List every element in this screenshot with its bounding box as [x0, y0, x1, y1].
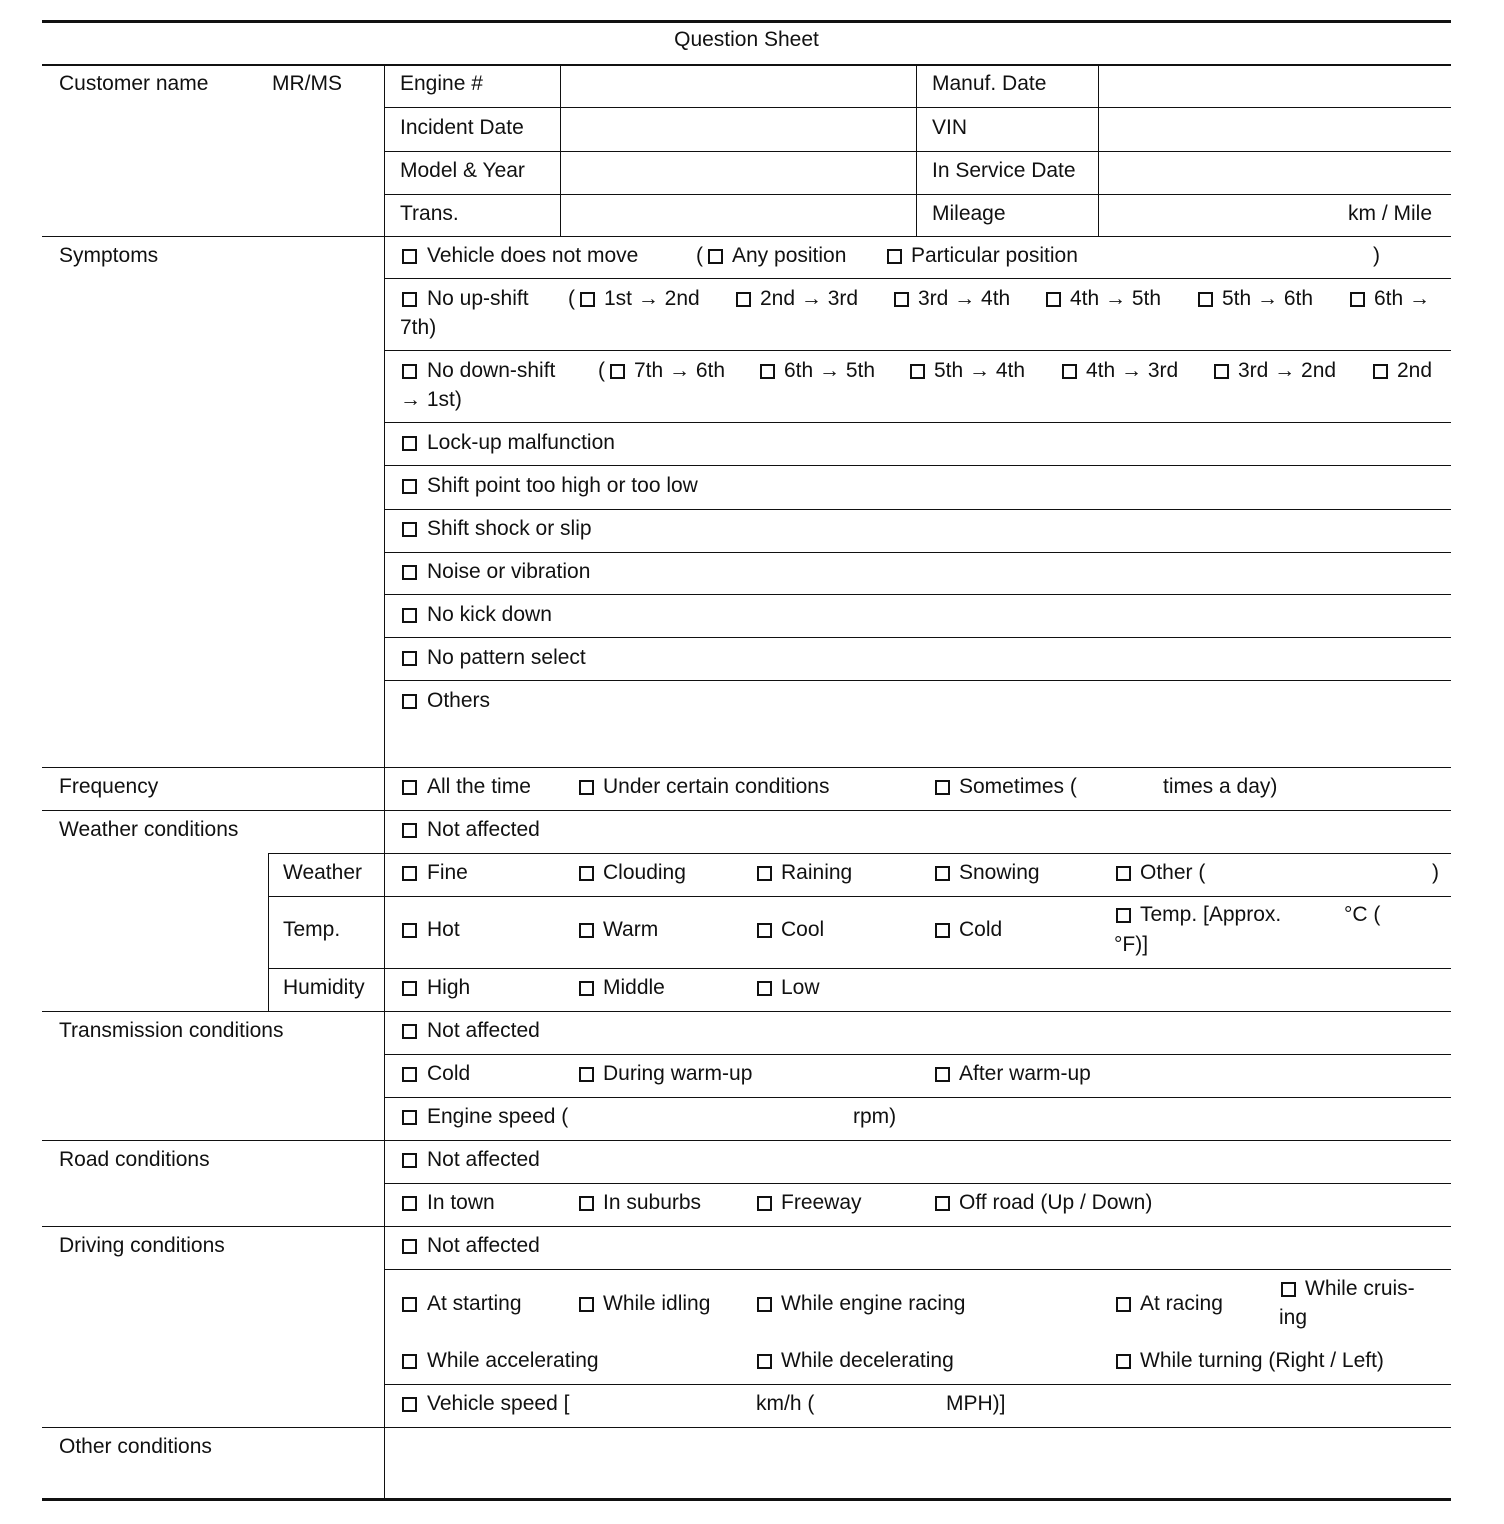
row-line: [384, 1054, 1451, 1055]
row-line: [268, 896, 1451, 897]
option-label: While turning (Right / Left): [1140, 1349, 1384, 1372]
humidity-sub-label: Humidity: [283, 976, 365, 999]
section-line: [42, 1140, 1451, 1141]
checkbox-others[interactable]: [402, 694, 417, 709]
option-label: Raining: [781, 861, 853, 884]
vin-label: VIN: [932, 116, 968, 139]
option-label: 2nd: [1397, 359, 1433, 382]
checkbox-downshift-2[interactable]: [760, 364, 775, 379]
temp-sub-label: Temp.: [283, 918, 341, 941]
option-label: No pattern select: [427, 646, 586, 669]
option-label: Not affected: [427, 1148, 540, 1171]
option-label: No kick down: [427, 603, 552, 626]
checkbox-trans-not-affected[interactable]: [402, 1024, 417, 1039]
option-label: Under certain conditions: [603, 775, 830, 798]
checkbox-upshift-5[interactable]: [1198, 292, 1213, 307]
option-label: ing: [1279, 1306, 1308, 1329]
question-sheet-form: [42, 20, 1451, 1503]
row-line: [384, 422, 1451, 423]
paren: (: [568, 287, 575, 310]
section-line: [42, 236, 1451, 237]
option-label: Fine: [427, 861, 468, 884]
paren: (: [598, 359, 605, 382]
option-label: During warm-up: [603, 1062, 753, 1085]
option-label: Shift point too high or too low: [427, 474, 698, 497]
option-label: Middle: [603, 976, 665, 999]
checkbox-clouding[interactable]: [579, 866, 594, 881]
option-label: 5th → 6th: [1222, 287, 1314, 310]
row-line: [384, 637, 1451, 638]
row-line: [384, 509, 1451, 510]
option-label: Sometimes (: [959, 775, 1077, 798]
checkbox-upshift-4[interactable]: [1046, 292, 1061, 307]
other-conditions-label: Other conditions: [59, 1435, 212, 1458]
row-line: [384, 107, 1451, 108]
option-label: While engine racing: [781, 1292, 966, 1315]
section-line: [42, 1427, 1451, 1428]
checkbox-accelerating[interactable]: [402, 1354, 417, 1369]
checkbox-upshift-3[interactable]: [894, 292, 909, 307]
checkbox-upshift-1[interactable]: [580, 292, 595, 307]
checkbox-sometimes[interactable]: [935, 780, 950, 795]
checkbox-engine-speed[interactable]: [402, 1110, 417, 1125]
option-label: MPH)]: [946, 1392, 1006, 1415]
row-line: [384, 350, 1451, 351]
option-label: 4th → 5th: [1070, 287, 1162, 310]
checkbox-upshift-6[interactable]: [1350, 292, 1365, 307]
option-label: While accelerating: [427, 1349, 599, 1372]
option-label: 5th → 4th: [934, 359, 1026, 382]
option-label: Any position: [732, 244, 847, 267]
option-label: Shift shock or slip: [427, 517, 592, 540]
engine-label: Engine #: [400, 72, 483, 95]
option-label: 1st → 2nd: [604, 287, 700, 310]
checkbox-fine[interactable]: [402, 866, 417, 881]
option-label: 7th → 6th: [634, 359, 726, 382]
section-line: [42, 767, 1451, 768]
option-label: After warm-up: [959, 1062, 1091, 1085]
row-line: [384, 278, 1451, 279]
checkbox-off-road[interactable]: [935, 1196, 950, 1211]
model-year-label: Model & Year: [400, 159, 525, 182]
option-label: Lock-up malfunction: [427, 431, 615, 454]
row-line: [384, 680, 1451, 681]
checkbox-no-upshift[interactable]: [402, 292, 417, 307]
checkbox-any-position[interactable]: [708, 249, 723, 264]
row-line: [384, 1384, 1451, 1385]
checkbox-raining[interactable]: [757, 866, 772, 881]
option-label: Off road (Up / Down): [959, 1191, 1153, 1214]
km-mile-unit: km / Mile: [1348, 202, 1432, 225]
top-border: [42, 20, 1451, 23]
driving-conditions-label: Driving conditions: [59, 1234, 225, 1257]
option-label: Freeway: [781, 1191, 862, 1214]
bottom-border: [42, 1498, 1451, 1501]
row-line: [384, 594, 1451, 595]
row-line: [384, 1183, 1451, 1184]
checkbox-vehicle-not-move[interactable]: [402, 249, 417, 264]
option-label: 3rd → 4th: [918, 287, 1011, 310]
checkbox-weather-other[interactable]: [1116, 866, 1131, 881]
checkbox-noise[interactable]: [402, 565, 417, 580]
option-label: While decelerating: [781, 1349, 954, 1372]
checkbox-in-town[interactable]: [402, 1196, 417, 1211]
checkbox-warm[interactable]: [579, 923, 594, 938]
paren: ): [1373, 244, 1380, 267]
paren: (: [696, 244, 703, 267]
checkbox-weather-not-affected[interactable]: [402, 823, 417, 838]
option-label: At racing: [1140, 1292, 1223, 1315]
checkbox-after-warmup[interactable]: [935, 1067, 950, 1082]
option-label: While idling: [603, 1292, 711, 1315]
checkbox-kick-down[interactable]: [402, 608, 417, 623]
option-label: In suburbs: [603, 1191, 702, 1214]
mr-ms-label: MR/MS: [272, 72, 342, 95]
option-label: Hot: [427, 918, 460, 941]
option-label: All the time: [427, 775, 531, 798]
row-line: [384, 1269, 1451, 1270]
checkbox-in-suburbs[interactable]: [579, 1196, 594, 1211]
checkbox-cold[interactable]: [935, 923, 950, 938]
sheet-title: Question Sheet: [674, 28, 819, 51]
checkbox-while-cruising[interactable]: [1281, 1282, 1296, 1297]
option-label: Others: [427, 689, 491, 712]
option-label: times a day): [1163, 775, 1278, 798]
option-label: rpm): [853, 1105, 897, 1128]
row-line: [384, 465, 1451, 466]
checkbox-upshift-2[interactable]: [736, 292, 751, 307]
checkbox-downshift-4[interactable]: [1062, 364, 1077, 379]
mileage-label: Mileage: [932, 202, 1006, 225]
checkbox-vehicle-speed[interactable]: [402, 1397, 417, 1412]
checkbox-shift-point[interactable]: [402, 479, 417, 494]
option-label: °F)]: [1114, 933, 1149, 956]
option-label: At starting: [427, 1292, 522, 1315]
option-label: While cruis-: [1305, 1277, 1415, 1300]
option-label: km/h (: [756, 1392, 815, 1415]
checkbox-while-idling[interactable]: [579, 1297, 594, 1312]
row-line: [384, 1097, 1451, 1098]
option-label: Other (: [1140, 861, 1206, 884]
option-label: Cold: [427, 1062, 471, 1085]
checkbox-during-warmup[interactable]: [579, 1067, 594, 1082]
checkbox-decelerating[interactable]: [757, 1354, 772, 1369]
option-label: Particular position: [911, 244, 1078, 267]
weather-conditions-label: Weather conditions: [59, 818, 239, 841]
checkbox-no-downshift[interactable]: [402, 364, 417, 379]
option-label: No down-shift: [427, 359, 556, 382]
checkbox-pattern-select[interactable]: [402, 651, 417, 666]
option-label: Snowing: [959, 861, 1040, 884]
option-label: In town: [427, 1191, 495, 1214]
manuf-date-label: Manuf. Date: [932, 72, 1047, 95]
option-label: Warm: [603, 918, 659, 941]
row-line: [268, 968, 1451, 969]
checkbox-cool[interactable]: [757, 923, 772, 938]
checkbox-at-starting[interactable]: [402, 1297, 417, 1312]
symptoms-label: Symptoms: [59, 244, 159, 267]
checkbox-high[interactable]: [402, 981, 417, 996]
option-label: Vehicle does not move: [427, 244, 639, 267]
option-label: °C (: [1344, 903, 1381, 926]
paren: ): [1432, 861, 1439, 884]
option-label: No up-shift: [427, 287, 529, 310]
weather-sub-label: Weather: [283, 861, 362, 884]
checkbox-all-the-time[interactable]: [402, 780, 417, 795]
option-label: Not affected: [427, 818, 540, 841]
option-label: Vehicle speed [: [427, 1392, 570, 1415]
transmission-conditions-label: Transmission conditions: [59, 1019, 284, 1042]
row-line: [384, 151, 1451, 152]
checkbox-lockup[interactable]: [402, 436, 417, 451]
header-divider: [42, 64, 1451, 66]
option-label: Not affected: [427, 1234, 540, 1257]
checkbox-driving-not-affected[interactable]: [402, 1239, 417, 1254]
road-conditions-label: Road conditions: [59, 1148, 210, 1171]
checkbox-middle[interactable]: [579, 981, 594, 996]
option-label: Cold: [959, 918, 1003, 941]
row-line: [268, 853, 1451, 854]
checkbox-downshift-3[interactable]: [910, 364, 925, 379]
in-service-date-label: In Service Date: [932, 159, 1076, 182]
column-divider: [384, 65, 385, 1498]
option-label: High: [427, 976, 471, 999]
checkbox-downshift-6[interactable]: [1373, 364, 1388, 379]
weather-sub-col-line: [268, 853, 269, 1011]
section-line: [42, 810, 1451, 811]
checkbox-particular-position[interactable]: [887, 249, 902, 264]
checkbox-road-not-affected[interactable]: [402, 1153, 417, 1168]
checkbox-low[interactable]: [757, 981, 772, 996]
checkbox-turning[interactable]: [1116, 1354, 1131, 1369]
option-label: Cool: [781, 918, 825, 941]
checkbox-engine-racing[interactable]: [757, 1297, 772, 1312]
checkbox-shift-shock[interactable]: [402, 522, 417, 537]
option-label: Not affected: [427, 1019, 540, 1042]
option-label: 7th): [400, 316, 437, 339]
section-line: [42, 1226, 1451, 1227]
option-label: Clouding: [603, 861, 686, 884]
option-label: 3rd → 2nd: [1238, 359, 1337, 382]
row-line: [384, 552, 1451, 553]
checkbox-hot[interactable]: [402, 923, 417, 938]
checkbox-certain-conditions[interactable]: [579, 780, 594, 795]
section-line: [42, 1011, 1451, 1012]
option-label: 6th → 5th: [784, 359, 876, 382]
option-label: 6th →: [1374, 287, 1431, 310]
checkbox-snowing[interactable]: [935, 866, 950, 881]
checkbox-downshift-5[interactable]: [1214, 364, 1229, 379]
checkbox-temp-approx[interactable]: [1116, 908, 1131, 923]
trans-label: Trans.: [400, 202, 459, 225]
option-label: 4th → 3rd: [1086, 359, 1179, 382]
option-label: → 1st): [400, 388, 462, 411]
option-label: Temp. [Approx.: [1140, 903, 1282, 926]
option-label: Engine speed (: [427, 1105, 569, 1128]
checkbox-freeway[interactable]: [757, 1196, 772, 1211]
checkbox-at-racing[interactable]: [1116, 1297, 1131, 1312]
incident-date-label: Incident Date: [400, 116, 524, 139]
row-line: [384, 194, 1451, 195]
option-label: 2nd → 3rd: [760, 287, 859, 310]
option-label: Low: [781, 976, 820, 999]
customer-name-label: Customer name: [59, 72, 209, 95]
frequency-label: Frequency: [59, 775, 159, 798]
checkbox-trans-cold[interactable]: [402, 1067, 417, 1082]
checkbox-downshift-1[interactable]: [610, 364, 625, 379]
option-label: Noise or vibration: [427, 560, 591, 583]
